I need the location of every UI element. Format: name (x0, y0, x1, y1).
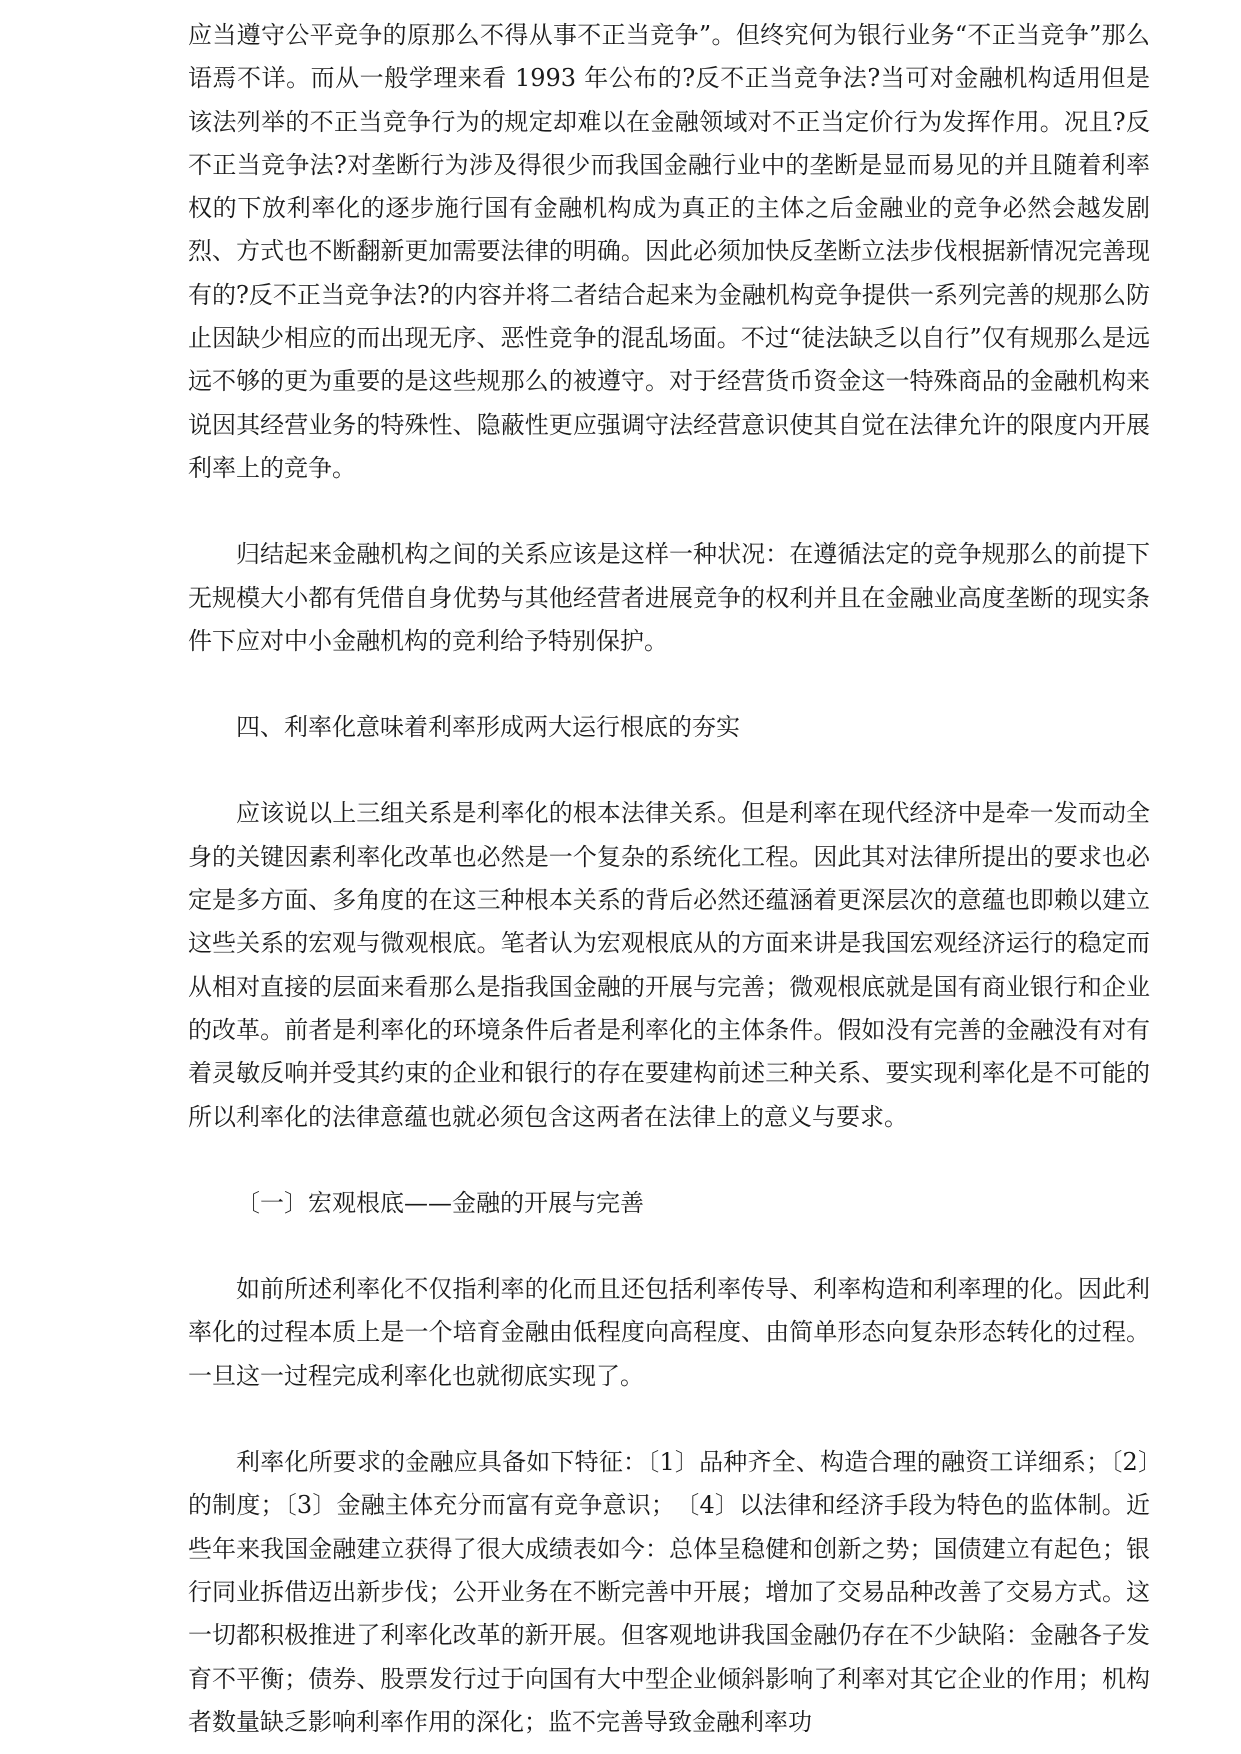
document-body (188, 14, 1150, 1744)
section-heading: 四、利率化意味着利率形成两大运行根底的夯实 (236, 713, 740, 742)
paragraph: 如前所述利率化不仅指利率的化而且还包括利率传导、利率构造和利率理的化。因此利率化的过程本质上是一个培育金融由低程度向高程度、由简单形态向复杂形态转化的过程。一旦这一过程完成利率化也就彻底实现了。 (188, 1275, 1150, 1390)
paragraph: 应该说以上三组关系是利率化的根本法律关系。但是利率在现代经济中是牵一发而动全身的关键因素利率化改革也必然是一个复杂的系统化工程。因此其对法律所提出的要求也必定是多方面、多角度的在这三种根本关系的背后必然还蕴涵着更深层次的意蕴也即赖以建立这些关系的宏观与微观根底。笔者认为宏观根底从的方面来讲是我国宏观经济运行的稳定而从相对直接的层面来看那么是指我国金融的开展与完善；微观根底就是国有商业银行和企业的改革。前者是利率化的环境条件后者是利率化的主体条件。假如没有完善的金融没有对有着灵敏反响并受其约束的企业和银行的存在要建构前述三种关系、要实现利率化是不可能的所以利率化的法律意蕴也就必须包含这两者在法律上的意义与要求。 (188, 799, 1150, 1131)
paragraph-continuation: 应当遵守公平竞争的原那么不得从事不正当竞争”。但终究何为银行业务“不正当竞争”那么语焉不详。而从一般学理来看 1993 年公布的?反不正当竞争法?当可对金融机构适用但是该法列举的不正当竞争行为的规定却难以在金融领域对不正当定价行为发挥作用。况且?反不正当竞争法?对垄断行为涉及得很少而我国金融行业中的垄断是显而易见的并且随着利率权的下放利率化的逐步施行国有金融机构成为真正的主体之后金融业的竞争必然会越发剧烈、方式也不断翻新更加需要法律的明确。因此必须加快反垄断立法步伐根据新情况完善现有的?反不正当竞争法?的内容并将二者结合起来为金融机构竞争提供一系列完善的规那么防止因缺少相应的而出现无序、恶性竞争的混乱场面。不过“徒法缺乏以自行”仅有规那么是远远不够的更为重要的是这些规那么的被遵守。对于经营货币资金这一特殊商品的金融机构来说因其经营业务的特殊性、隐蔽性更应强调守法经营意识使其自觉在法律允许的限度内开展利率上的竞争。 (188, 21, 1150, 482)
paragraph: 归结起来金融机构之间的关系应该是这样一种状况：在遵循法定的竞争规那么的前提下无规模大小都有凭借自身优势与其他经营者进展竞争的权利并且在金融业高度垄断的现实条件下应对中小金融机构的竞利给予特别保护。 (188, 540, 1150, 655)
subsection-heading: 〔一〕宏观根底——金融的开展与完善 (236, 1188, 644, 1217)
paragraph: 利率化所要求的金融应具备如下特征：〔1〕品种齐全、构造合理的融资工详细系；〔2〕的制度；〔3〕金融主体充分而富有竞争意识； 〔4〕以法律和经济手段为特色的监体制。近些年来我国金融建立获得了很大成绩表如今：总体呈稳健和创新之势；国债建立有起色；银行同业拆借迈出新步伐；公开业务在不断完善中开展；增加了交易品种改善了交易方式。这一切都积极推进了利率化改革的新开展。但客观地讲我国金融仍存在不少缺陷：金融各子发育不平衡；债券、股票发行过于向国有大中型企业倾斜影响了利率对其它企业的作用；机构者数量缺乏影响利率作用的深化；监不完善导致金融利率功 (188, 1448, 1150, 1736)
